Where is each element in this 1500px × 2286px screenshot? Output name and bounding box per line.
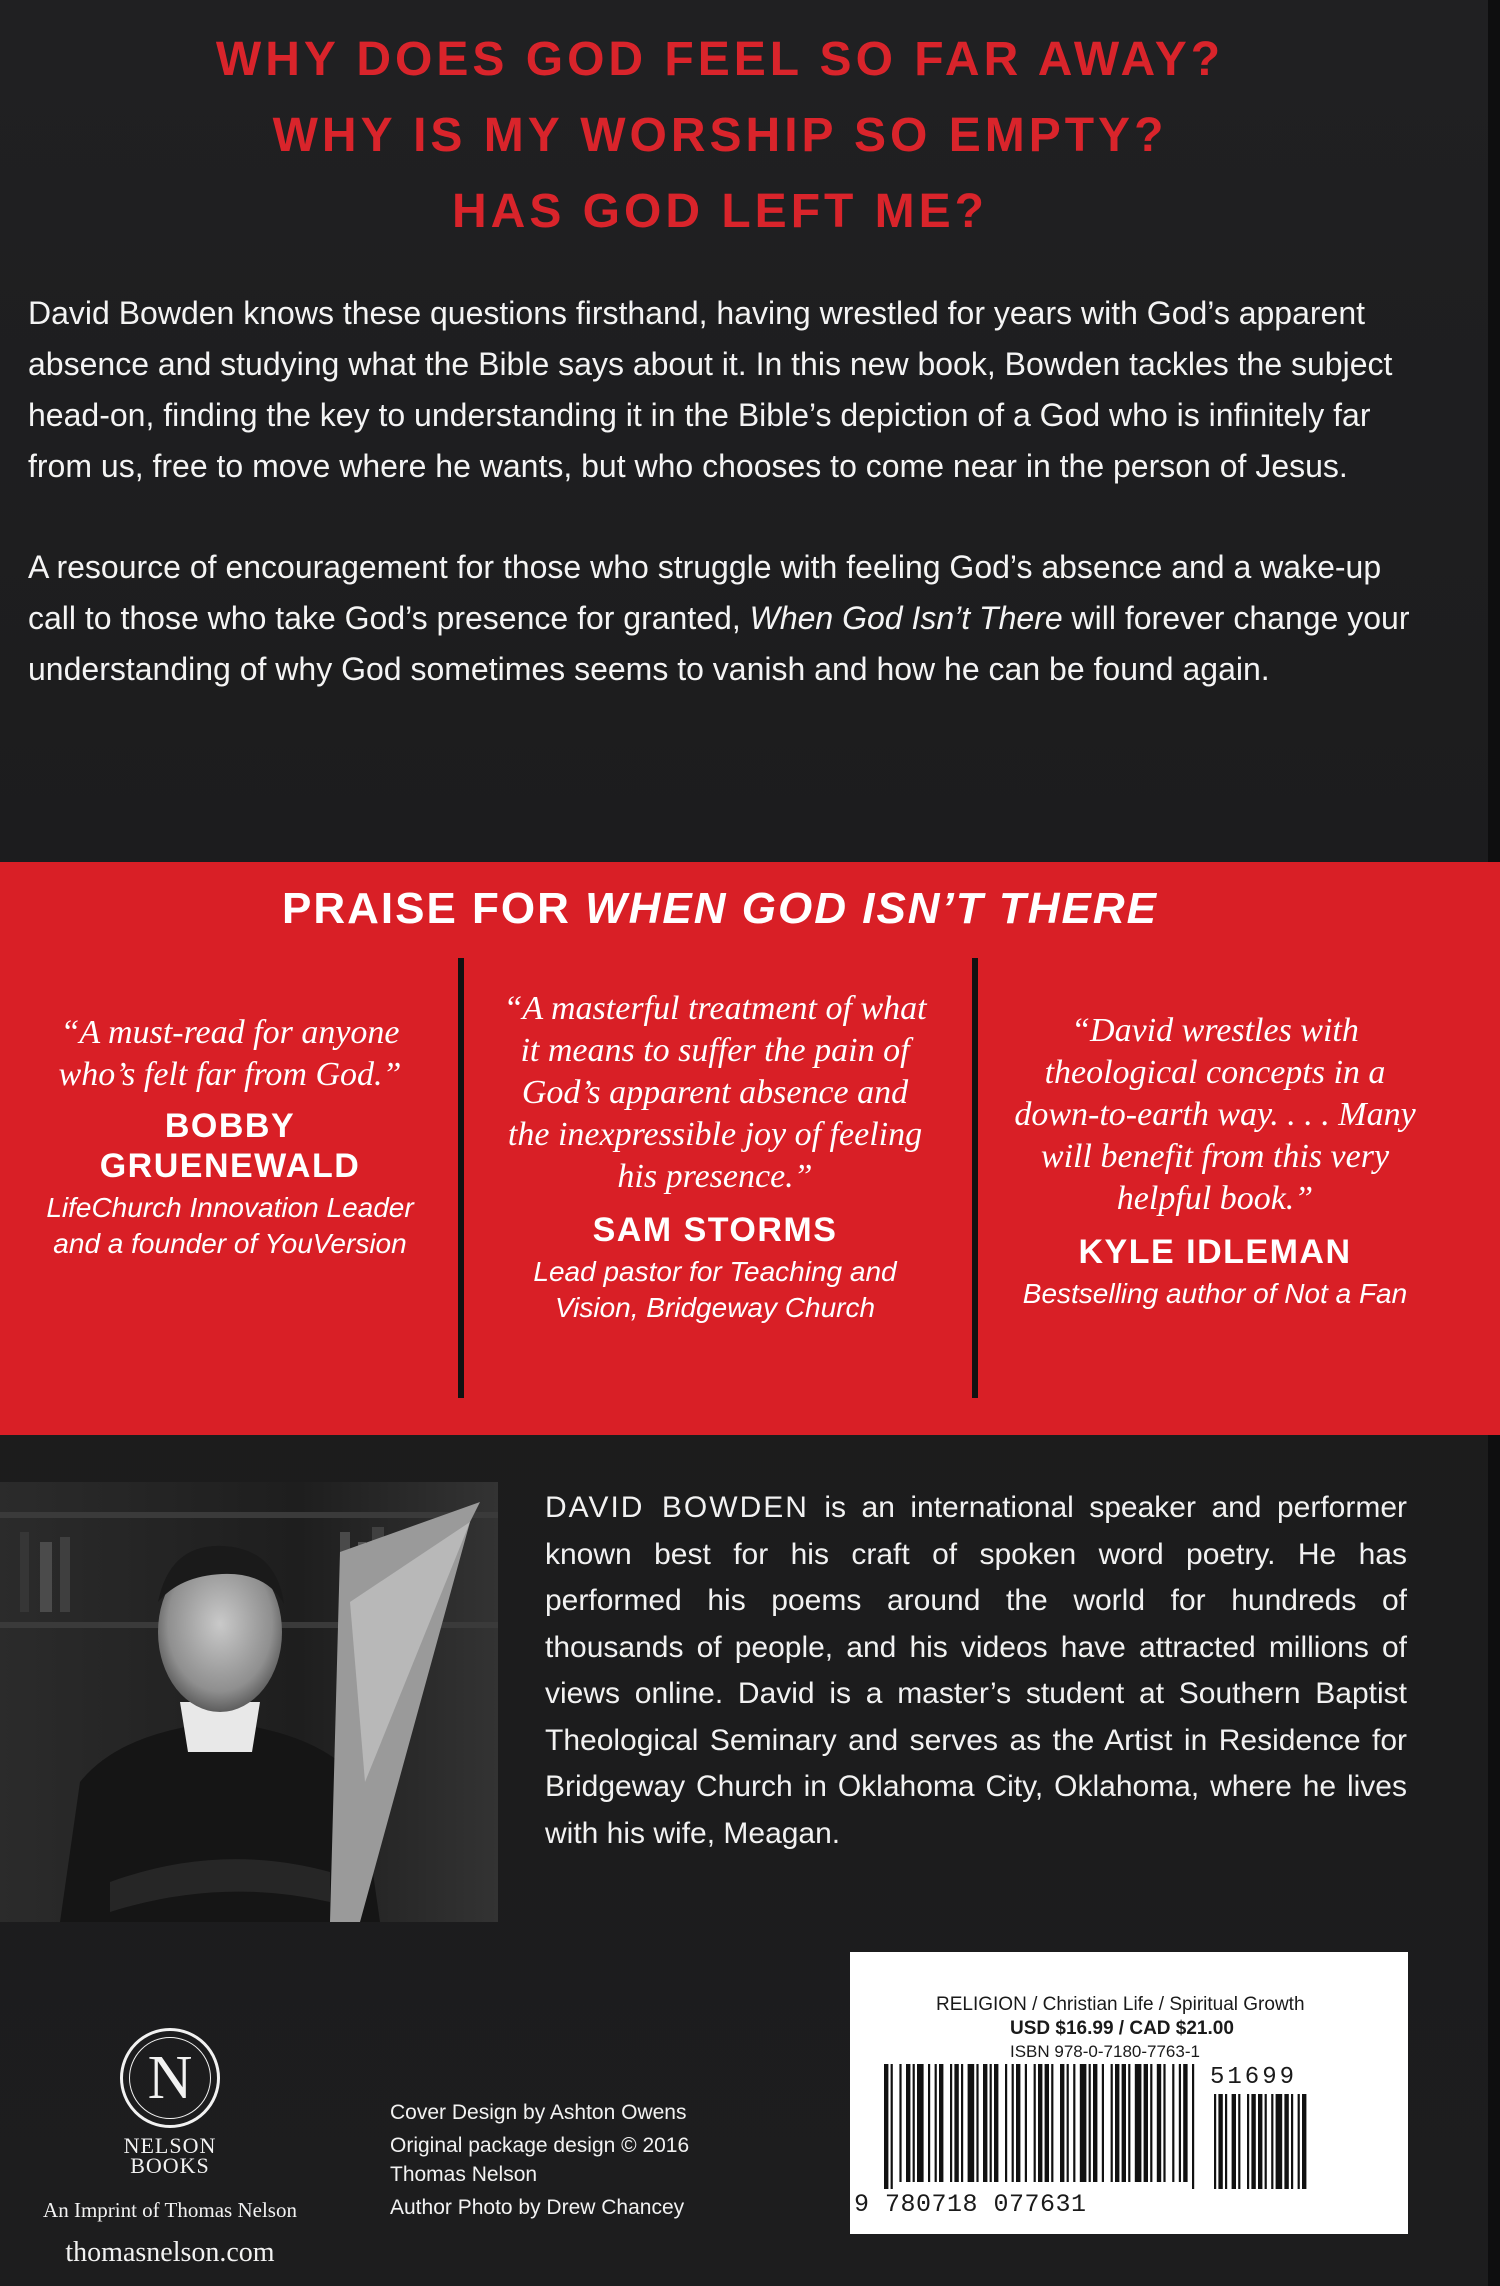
barcode-box [850,1952,1408,2234]
description-paragraph-2 [28,542,1428,695]
description-book-title: When God Isn’t There [749,600,1063,636]
publisher-block [30,2028,310,2269]
praise-title [0,884,1440,934]
barcode-supplement-bar [1247,2094,1249,2189]
quote-text: “David wrestles with theological concepts in a down-to-earth way. . . . Many will benefit from this very helpful book.” [1014,1012,1416,1217]
barcode-bar [1060,2064,1064,2182]
package-design-credit-1: Original package design © 2016 [390,2134,690,2157]
barcode-supplement-bar [1271,2094,1273,2189]
barcode-supplement-bar [1291,2094,1293,2189]
praise-divider-right [972,958,978,1398]
barcode-price: USD $16.99 / CAD $21.00 [1010,2018,1234,2039]
barcode-supplement-bar [1258,2094,1262,2189]
quote-author-role: Lead pastor for Teaching and Vision, Bridgeway Church [533,1256,897,1323]
praise-quote-3 [1010,1010,1420,1312]
headline-1: WHY DOES GOD FEEL SO FAR AWAY? [215,33,1225,86]
author-photo [0,1482,498,1922]
author-bio [545,1485,1407,1857]
package-design-credit-2: Thomas Nelson [390,2163,538,2186]
barcode-bar [990,2064,992,2182]
barcode-supplement-bar [1298,2094,1300,2189]
book-description [28,288,1428,745]
praise-title-prefix: PRAISE FOR [281,884,586,933]
barcode-bar [1128,2064,1130,2182]
barcode-bar [1025,2064,1027,2182]
barcode-bar [1045,2064,1049,2182]
barcode-bar [1089,2064,1091,2182]
headline-3: HAS GOD LEFT ME? [452,185,988,238]
barcode-bar [1080,2064,1087,2182]
imprint-line: An Imprint of Thomas Nelson [43,2198,297,2222]
barcode-bar [983,2064,987,2182]
barcode-bar [899,2064,901,2182]
barcode-bar [1157,2064,1161,2182]
headline-group [0,22,1440,250]
barcode-bar [1038,2064,1042,2182]
barcode-supplement-bar [1284,2094,1288,2189]
barcode-digits: 9 780718 077631 [854,2190,1087,2219]
barcode-bar [961,2064,963,2182]
barcode-bar [1073,2064,1075,2182]
barcode-bar [906,2064,910,2182]
praise-band [0,862,1500,1435]
barcode-bar [1016,2064,1020,2182]
description-p2-start: A resource of encouragement for those who struggle with feeling God’s absence and a wake-up call to those who take God’s presence for granted, [28,549,1382,636]
barcode-bar [913,2064,915,2182]
barcode-isbn: ISBN 978-0-7180-7763-1 [1010,2042,1200,2061]
quote-author-name: SAM STORMS [592,1211,838,1249]
barcode-supplement-bar [1251,2094,1255,2189]
barcode-supplement-bar [1232,2094,1236,2189]
barcode-category: RELIGION / Christian Life / Spiritual Growth [936,1994,1305,2015]
barcode-bar [1093,2064,1097,2182]
description-p2-end: will forever change your understanding of why God sometimes seems to vanish and how he can be found again. [28,600,1410,687]
barcode-bar [1183,2064,1187,2182]
quote-text: “A masterful treatment of what it means to suffer the pain of God’s apparent absence and the inexpressible joy of feeling his presence.” [503,990,927,1195]
logo-line-1: NELSON [123,2133,217,2158]
logo-line-2: BOOKS [130,2153,210,2178]
barcode-supplement-bar [1214,2094,1216,2189]
barcode-bar [1135,2064,1142,2182]
description-paragraph-1: David Bowden knows these questions firsthand, having wrestled for years with God’s apparent absence and studying what the Bible says about it. In this new book, Bowden tackles the subject head-on, finding the key to understanding it in the Bible’s depiction of a God who is infinitely far from us, free to move where he wants, but who chooses to come near in the person of Jesus. [28,295,1393,484]
barcode-bar [1067,2064,1069,2182]
barcode-bar [1115,2064,1119,2182]
barcode-bar [1111,2064,1113,2182]
barcode-bar [994,2064,998,2182]
praise-title-book: WHEN GOD ISN’T THERE [585,884,1159,933]
barcode-bar [884,2064,888,2189]
author-photo-illustration [0,1482,498,1922]
barcode-supplement-bar [1302,2094,1306,2189]
praise-quote-1 [40,1012,420,1262]
barcode-bar [1005,2064,1007,2182]
barcode-supplement: 51699 [1210,2064,1298,2091]
quote-author-name: KYLE IDLEMAN [1078,1233,1352,1271]
barcode-bar [1102,2064,1104,2182]
publisher-website: thomasnelson.com [65,2237,275,2268]
design-credits [390,2098,689,2222]
barcode-bar [1172,2064,1174,2182]
barcode-bar [1163,2064,1165,2182]
headline-2: WHY IS MY WORSHIP SO EMPTY? [272,109,1168,162]
barcode-supplement-bar [1238,2094,1240,2189]
nelson-logo-icon [120,2028,220,2128]
barcode-bar [1150,2064,1152,2182]
barcode-supplement-bar [1265,2094,1267,2189]
nelson-logo-letter: N [129,2037,211,2119]
praise-divider-left [458,958,464,1398]
author-name: DAVID BOWDEN [545,1491,809,1524]
barcode-bar [1179,2064,1181,2182]
barcode-bar [1034,2064,1036,2182]
quote-text: “A must-read for anyone who’s felt far from God.” [58,1014,402,1093]
barcode-bar [1051,2064,1053,2182]
quote-author-name: BOBBY GRUENEWALD [99,1107,361,1185]
barcode-bar [891,2064,893,2189]
barcode-supplement-bar [1218,2094,1222,2189]
barcode-bar [976,2064,978,2182]
author-photo-credit: Author Photo by Drew Chancey [390,2196,685,2219]
barcode-bar [1012,2064,1014,2182]
barcode-bar [1192,2064,1194,2189]
barcode-bar [917,2064,924,2182]
barcode-bar [954,2064,958,2182]
barcode-bar [1122,2064,1126,2182]
cover-design-credit: Cover Design by Ashton Owens [390,2101,687,2124]
barcode-bar [968,2064,975,2182]
barcode-bar [950,2064,952,2182]
barcode-bar [928,2064,930,2182]
barcode-bar [1144,2064,1148,2182]
quote-author-role: LifeChurch Innovation Leader and a founder of YouVersion [46,1192,414,1259]
quote-author-role: Bestselling author of Not a Fan [1022,1278,1408,1309]
author-bio-text: is an international speaker and performer known best for his craft of spoken word poetry. He has performed his poems around the world for hundreds of thousands of people, and his videos have attracted millions of views online. David is a master’s student at Southern Baptist Theological Seminary and serves as the Artist in Residence for Bridgeway Church in Oklahoma City, Oklahoma, where he lives with his wife, Meagan. [545,1491,1407,1850]
barcode-supplement-bar [1225,2094,1227,2189]
barcode-bar [939,2064,943,2182]
barcode-supplement-bar [1276,2094,1283,2189]
nelson-logo-wordmark [30,2133,310,2178]
barcode-bar [935,2064,937,2182]
praise-quote-2 [500,988,930,1326]
